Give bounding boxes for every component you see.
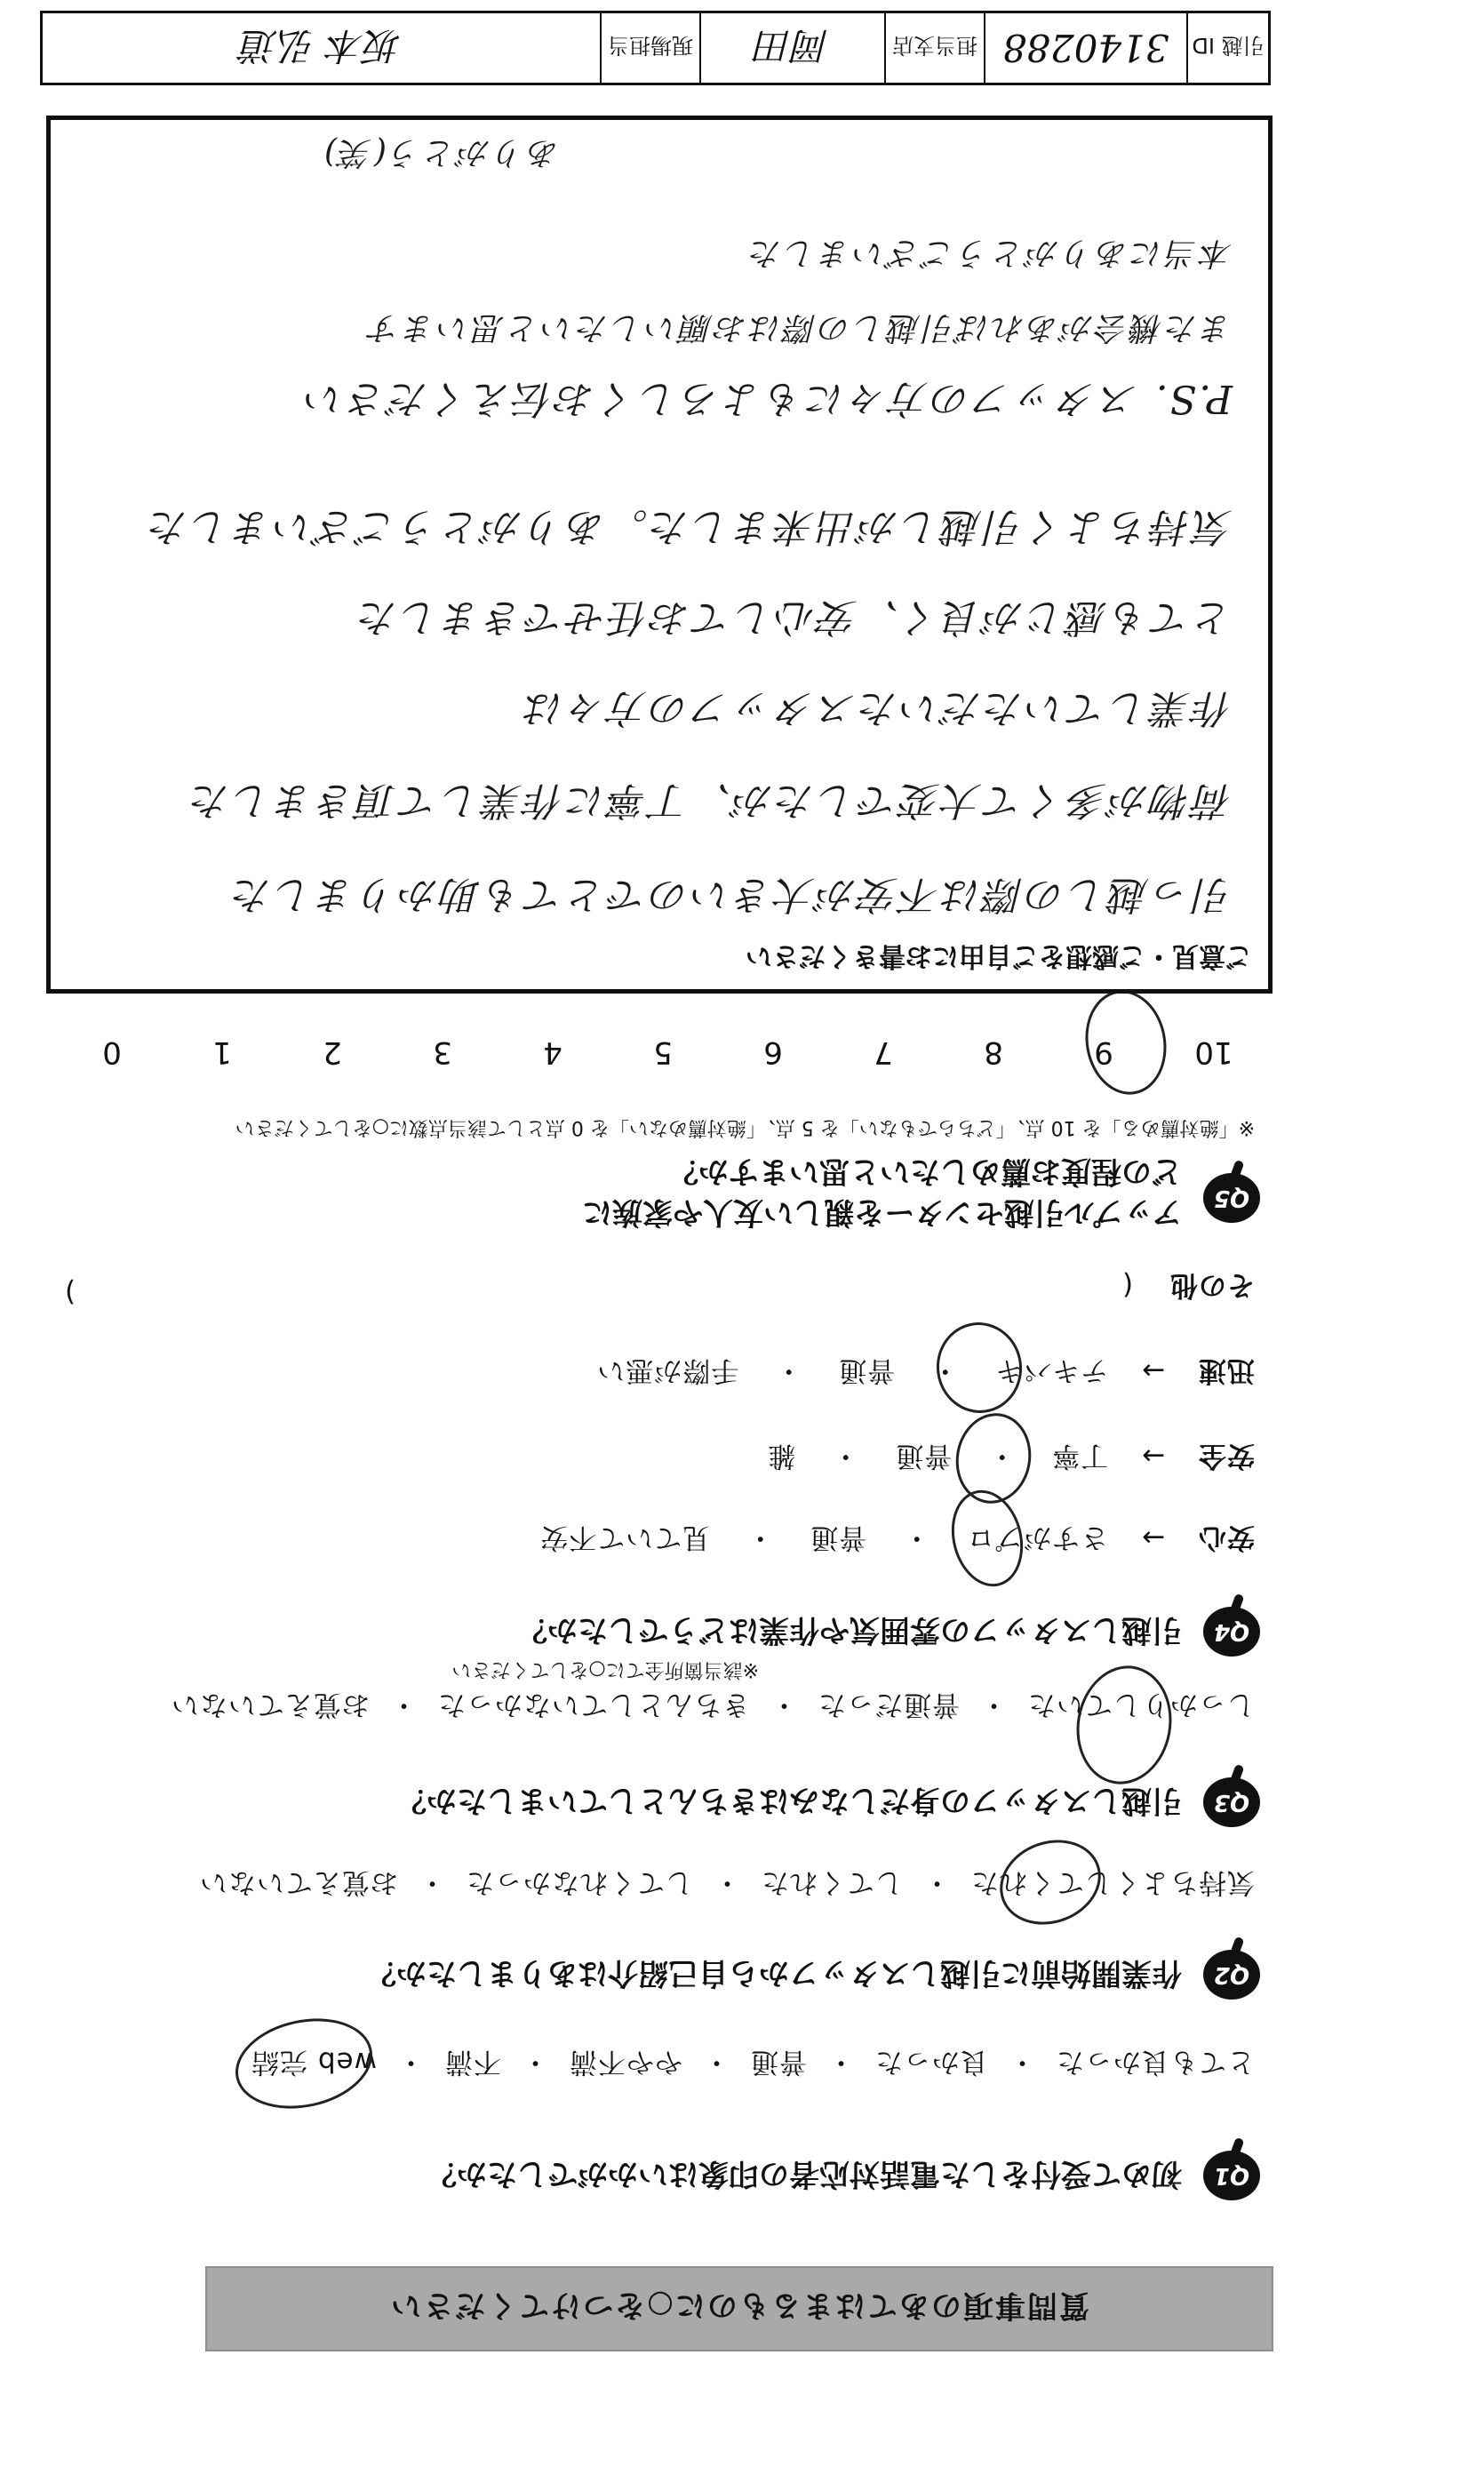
id-label: 引越 ID [1186,13,1268,83]
q4-reassurance-option-anxious[interactable]: 見ていて不安 [539,1521,711,1553]
q1-selection-circle [227,2007,381,2120]
q2-question-text: 作業開始前に引越しスタッフから自己紹介はありましたか？ [366,1955,1182,1991]
q4-reassurance-option-pro[interactable]: さすがプロ [966,1521,1109,1553]
q3-option-neat[interactable]: しっかりしていた [1027,1689,1255,1721]
q4-row-safety: 安全 → 丁寧・普通・雑 [767,1440,1255,1472]
q4-note: ※該当箇所全てに○をしてください [451,1658,759,1681]
q5-score-1[interactable]: 1 [212,1034,232,1070]
q4-speed-arrow: → [1141,1354,1166,1386]
comment-line-1: 引っ越しの際は不安が大きいのでとても助かりました [230,872,1233,917]
comment-line-7: また機会があれば引越しの際はお願いしたいと思います [365,309,1233,346]
q4-safety-option-rough[interactable]: 雑 [767,1440,796,1472]
q5-score-5[interactable]: 5 [653,1034,673,1070]
q4-speed-option-normal[interactable]: 普通 [838,1354,896,1386]
q3-option-normal[interactable]: 普通だった [818,1689,960,1721]
q4-reassurance-label: 安心 [1198,1521,1255,1553]
q5-score-9[interactable]: 9 [1094,1034,1113,1070]
comment-line-4: とても感じが良く、安心してお任せできました [355,595,1233,640]
q4-other-label: その他 [1169,1269,1255,1301]
comment-line-2: 荷物が多くて大変でしたが、丁寧に作業して頂きました [188,778,1233,823]
comment-line-6: P.S. スタッフの方々にもよろしくお伝えください [302,376,1233,421]
q5-score-4[interactable]: 4 [543,1034,562,1070]
q1-badge: Q1 [1203,2151,1260,2200]
q4-safety-option-normal[interactable]: 普通 [895,1440,953,1472]
q2-badge: Q2 [1203,1950,1260,2000]
id-table [40,11,1271,85]
branch-value: 岡田 [699,13,884,83]
comment-line-3: 作業していただいたスタッフの方々は [523,685,1233,731]
q5-score-7[interactable]: 7 [874,1034,893,1070]
q4-row-speed: 迅速 → テキパキ・普通・手際が悪い [596,1354,1255,1386]
q5-score-2[interactable]: 2 [323,1034,342,1070]
q4-safety-arrow: → [1141,1440,1166,1472]
q4-question-text: 引越しスタッフの雰囲気や作業はどうでしたか？ [517,1612,1182,1648]
q2-options: 気持ちよくしてくれた・してくれた・してくれなかった・お覚えていない [199,1866,1255,1898]
q3-options: しっかりしていた・普通だった・きちんとしていなかった・お覚えていない [171,1689,1255,1721]
q5-selection-circle [1077,984,1174,1101]
q5-score-8[interactable]: 8 [984,1034,1003,1070]
q5-question-line1: アップル引越センターを親しい友人や家族に [582,1194,1182,1230]
q4-reassurance-option-normal[interactable]: 普通 [810,1521,867,1553]
instructions-text: 質問事項のあてはまるものに○をつけてください [389,2287,1089,2324]
q4-speed-option-brisk[interactable]: テキパキ [994,1354,1109,1386]
q1-options: とても良かった・良かった・普通・やや不満・不満・web 完結 [251,2046,1255,2078]
q5-note: ※「絶対薦める」を 10 点、「どちらでもない」を 5 点、「絶対薦めない」を 0 点として該当点数に○をしてください [235,1116,1255,1138]
q2-option-did-not[interactable]: してくれなかった [466,1866,693,1898]
q4-safety-option-careful[interactable]: 丁寧 [1051,1440,1109,1472]
q3-question-text: 引越しスタッフの身だしなみはきちんとしていましたか？ [396,1783,1182,1818]
comment-heading: ご意見・ご感想をご自由にお書きください [746,940,1252,971]
q1-option-good[interactable]: 良かった [874,2046,988,2078]
q4-speed-selection-circle [930,1317,1027,1418]
branch-label: 担当支店 [884,13,984,83]
q2-option-did[interactable]: してくれた [761,1866,903,1898]
comment-box[interactable] [46,116,1273,994]
comment-line-8: 本当にありがとうございました [746,235,1233,271]
q4-other-paren-close: ) [64,1276,76,1308]
q4-speed-label: 迅速 [1198,1354,1255,1386]
q2-option-pleasant[interactable]: 気持ちよくしてくれた [970,1866,1255,1898]
q3-option-dont-remember[interactable]: お覚えていない [171,1689,370,1721]
q1-question-text: 初めて受付をした電話対応者の印象はいかがでしたか？ [427,2156,1182,2192]
q3-selection-circle [1067,1658,1181,1792]
q4-badge: Q4 [1203,1607,1260,1657]
q2-option-dont-remember[interactable]: お覚えていない [199,1866,398,1898]
q5-score-6[interactable]: 6 [763,1034,783,1070]
q1-option-somewhat-dissatisfied[interactable]: やや不満 [569,2046,682,2078]
comment-line-5: 気持ちよく引越しが出来ました。ありがとうございました [147,504,1233,549]
margin-note: ありがとう(笑) [321,134,560,171]
leader-label: 現場担当 [600,13,699,83]
q5-question-line2: どの程度お薦めしたいと思いますか？ [668,1154,1182,1189]
q4-other-paren-open: ( [1121,1269,1134,1301]
leader-value: 坂本 弘道 [240,24,403,68]
q5-score-10[interactable]: 10 [1194,1034,1233,1070]
q1-option-normal[interactable]: 普通 [750,2046,807,2078]
q4-safety-label: 安全 [1198,1440,1255,1472]
q4-safety-selection-circle [949,1407,1038,1509]
q5-score-3[interactable]: 3 [433,1034,452,1070]
q4-row-reassurance: 安心 → さすがプロ・普通・見ていて不安 [539,1521,1255,1553]
q3-badge: Q3 [1203,1777,1260,1827]
q3-option-not-neat[interactable]: きちんとしていなかった [437,1689,750,1721]
q4-reassurance-arrow: → [1141,1521,1166,1553]
instructions-band [205,2266,1273,2351]
q1-option-dissatisfied[interactable]: 不満 [444,2046,501,2078]
id-value: 3140288 [984,13,1186,83]
q1-option-web[interactable]: web 完結 [251,2046,377,2078]
q1-option-very-good[interactable]: とても良かった [1056,2046,1255,2078]
q5-score-0[interactable]: 0 [102,1034,122,1070]
q4-speed-option-clumsy[interactable]: 手際が悪い [596,1354,739,1386]
q5-badge: Q5 [1203,1173,1260,1223]
q4-other-row [46,1268,1255,1308]
q2-selection-circle [988,1826,1113,1938]
